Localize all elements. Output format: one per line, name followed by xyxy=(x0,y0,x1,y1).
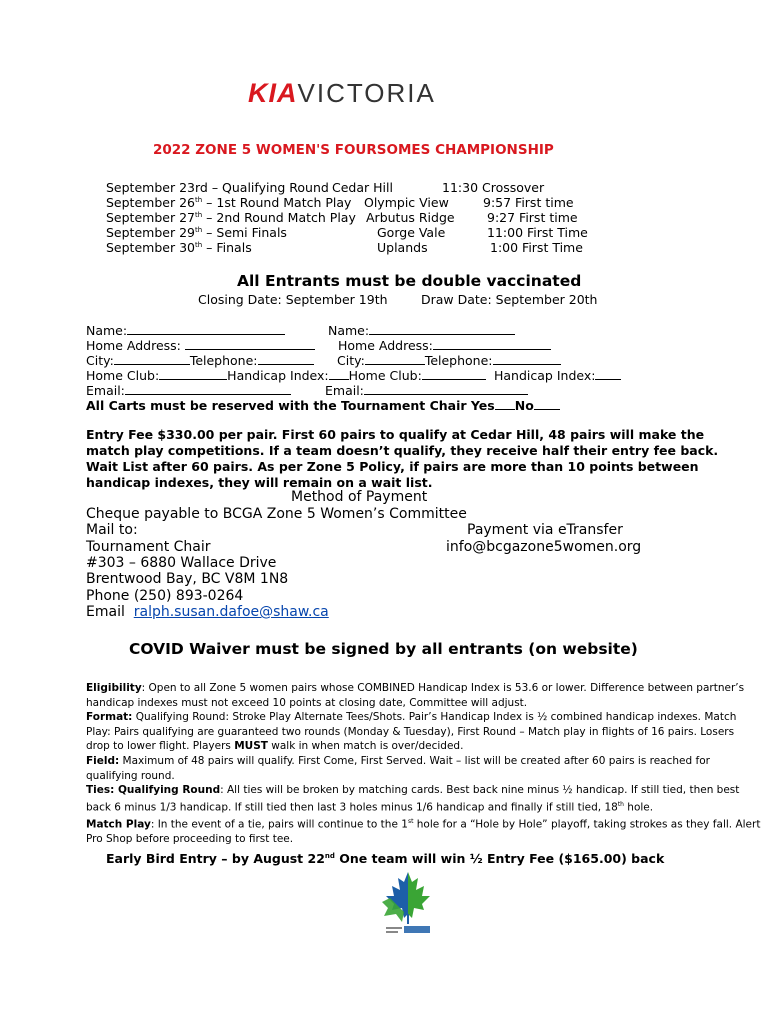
etransfer-label: Payment via eTransfer xyxy=(467,522,623,538)
format-text: Qualifying Round: Stroke Play Alternate Tees/Shots. Pair’s Handicap Index is ½ combined handicap indexes. Match Play: Pairs qualifying are guaranteed two rounds (Monday & Tuesday), First Round – Match play in flights of 16 pairs. Losers drop to lower flight. Players xyxy=(86,711,737,753)
home-club-field-1[interactable] xyxy=(159,368,227,380)
schedule-venue: Olympic View xyxy=(364,195,449,210)
home-address-label: Home Address: xyxy=(338,338,433,353)
field-rule xyxy=(86,754,761,783)
early-bird-sup: nd xyxy=(324,851,335,860)
match-play-label: Match Play xyxy=(86,818,151,831)
handicap-index-label: Handicap Index: xyxy=(494,368,596,383)
schedule-venue: Uplands xyxy=(377,240,428,255)
logo-kia: KIA xyxy=(248,78,298,108)
schedule-row xyxy=(106,210,356,225)
early-bird-text: Early Bird Entry – by August 22 xyxy=(106,851,325,866)
email-label: Email xyxy=(86,604,125,620)
address-line-1: #303 – 6880 Wallace Drive xyxy=(86,555,277,571)
schedule-row xyxy=(106,180,329,195)
city-label: City: xyxy=(337,353,365,368)
email-field-1[interactable] xyxy=(125,383,291,395)
field-text: Maximum of 48 pairs will qualify. First Come, First Served. Wait – list will be created after 60 pairs is reached for qualifying round. xyxy=(86,754,710,782)
chair-email-row xyxy=(86,604,329,620)
schedule-day: September 29 xyxy=(106,225,195,240)
email-field-2[interactable] xyxy=(364,383,528,395)
schedule-day-suffix: th xyxy=(194,225,203,234)
schedule-event: – Semi Finals xyxy=(206,225,287,240)
schedule-venue: Cedar Hill xyxy=(332,180,393,195)
name-label: Name: xyxy=(86,323,128,338)
name-field-1[interactable] xyxy=(127,323,285,335)
schedule-time: 9:27 First time xyxy=(487,210,578,225)
schedule-day-suffix: th xyxy=(194,240,203,249)
field-label: Field: xyxy=(86,754,120,767)
page-title: 2022 ZONE 5 WOMEN'S FOURSOMES CHAMPIONSHIP xyxy=(153,142,554,158)
schedule-venue: Arbutus Ridge xyxy=(366,210,455,225)
telephone-label: Telephone: xyxy=(424,353,493,368)
handicap-index-label: Handicap Index: xyxy=(227,368,329,383)
home-club-field-2[interactable] xyxy=(422,368,486,380)
email-label: Email: xyxy=(325,383,364,398)
early-bird-notice xyxy=(106,851,664,866)
address-line-2: Brentwood Bay, BC V8M 1N8 xyxy=(86,571,289,587)
draw-date: Draw Date: September 20th xyxy=(421,292,598,307)
schedule-venue: Gorge Vale xyxy=(377,225,446,240)
etransfer-email: info@bcgazone5women.org xyxy=(446,539,642,555)
schedule-row xyxy=(106,195,351,210)
rules-section xyxy=(86,681,761,847)
schedule-time: 9:57 First time xyxy=(483,195,574,210)
ties-rule xyxy=(86,783,761,815)
schedule-event: – 1st Round Match Play xyxy=(206,195,352,210)
city-field-1[interactable] xyxy=(114,353,190,365)
mail-to: Mail to: xyxy=(86,522,138,538)
covid-waiver-notice: COVID Waiver must be signed by all entrants (on website) xyxy=(129,640,638,658)
format-rule xyxy=(86,710,761,754)
schedule-time: 11:30 Crossover xyxy=(442,180,545,195)
city-field-2[interactable] xyxy=(365,353,425,365)
carts-yes-field[interactable] xyxy=(495,398,515,410)
eligibility-text: : Open to all Zone 5 women pairs whose COMBINED Handicap Index is 53.6 or lower. Difference between partner’s handicap indexes must not exceed 10 points at closing date, Committee will adjust. xyxy=(86,682,745,709)
format-text-end: walk in when match is over/decided. xyxy=(267,740,464,753)
chair-email-link[interactable]: ralph.susan.dafoe@shaw.ca xyxy=(133,604,329,620)
home-address-field-2[interactable] xyxy=(433,338,551,350)
schedule-event: – Qualifying Round xyxy=(211,180,329,195)
cheque-payable: Cheque payable to BCGA Zone 5 Women’s Committee xyxy=(86,506,467,522)
match-play-text-end: hole for a “Hole by Hole” playoff, taking strokes as they fall. Alert Pro Shop before proceeding to first tee. xyxy=(86,818,761,845)
match-play-sup: st xyxy=(407,817,414,825)
home-address-label: Home Address: xyxy=(86,338,181,353)
home-club-label: Home Club: xyxy=(348,368,422,383)
tournament-chair: Tournament Chair xyxy=(86,539,211,555)
bc-golf-logo-icon xyxy=(378,868,440,938)
schedule-day: September 30 xyxy=(106,240,195,255)
handicap-index-field-2[interactable] xyxy=(595,368,621,380)
schedule-event: – Finals xyxy=(206,240,252,255)
schedule-day: September 27 xyxy=(106,210,195,225)
carts-notice: All Carts must be reserved with the Tournament Chair Yes xyxy=(86,398,495,413)
schedule-row xyxy=(106,240,252,255)
match-play-text: : In the event of a tie, pairs will continue to the 1 xyxy=(150,818,408,831)
name-label: Name: xyxy=(328,323,370,338)
home-club-label: Home Club: xyxy=(86,368,160,383)
vaccination-notice: All Entrants must be double vaccinated xyxy=(237,272,582,290)
ties-label: Ties: Qualifying Round xyxy=(86,784,221,797)
schedule-event: – 2nd Round Match Play xyxy=(206,210,356,225)
closing-date: Closing Date: September 19th xyxy=(198,292,388,307)
city-label: City: xyxy=(86,353,114,368)
logo-victoria: VICTORIA xyxy=(297,78,436,108)
email-label: Email: xyxy=(86,383,125,398)
format-must: MUST xyxy=(234,740,268,753)
telephone-field-2[interactable] xyxy=(493,353,561,365)
ties-sup: th xyxy=(617,800,624,808)
phone: Phone (250) 893-0264 xyxy=(86,588,244,604)
telephone-label: Telephone: xyxy=(189,353,258,368)
carts-no-field[interactable] xyxy=(534,398,560,410)
schedule-time: 1:00 First Time xyxy=(490,240,583,255)
ties-text-end: hole. xyxy=(623,801,654,814)
schedule-day: September 26 xyxy=(106,195,195,210)
schedule-day-suffix: th xyxy=(194,195,203,204)
format-label: Format: xyxy=(86,711,133,724)
eligibility-label: Eligibility xyxy=(86,682,142,694)
handicap-index-field-1[interactable] xyxy=(329,368,349,380)
payment-method-title: Method of Payment xyxy=(291,489,428,505)
eligibility-rule xyxy=(86,681,761,710)
early-bird-text-end: One team will win ½ Entry Fee ($165.00) back xyxy=(334,851,665,866)
schedule-day-suffix: th xyxy=(194,210,203,219)
carts-no-label: No xyxy=(514,398,534,413)
entry-fee-paragraph: Entry Fee $330.00 per pair. First 60 pairs to qualify at Cedar Hill, 48 pairs will make the match play competitions. If a team doesn’t qualify, they receive half their entry fee back. Wait List after 60 pairs. As per Zone 5 Policy, if pairs are more than 10 points between handicap indexes, they will remain on a wait list. xyxy=(86,427,719,490)
schedule-row xyxy=(106,225,287,240)
name-field-2[interactable] xyxy=(369,323,515,335)
ties-text: : All ties will be broken by matching cards. Best back nine minus ½ handicap. If still tied, then best back 6 minus 1/3 handicap. If still tied then last 3 holes minus 1/6 handicap and finally if still tied, 18 xyxy=(86,784,740,814)
schedule-time: 11:00 First Time xyxy=(487,225,588,240)
telephone-field-1[interactable] xyxy=(258,353,314,365)
match-play-rule xyxy=(86,815,761,847)
schedule-day: September 23rd xyxy=(106,180,208,195)
home-address-field-1[interactable] xyxy=(185,338,315,350)
kia-victoria-logo xyxy=(248,78,436,109)
